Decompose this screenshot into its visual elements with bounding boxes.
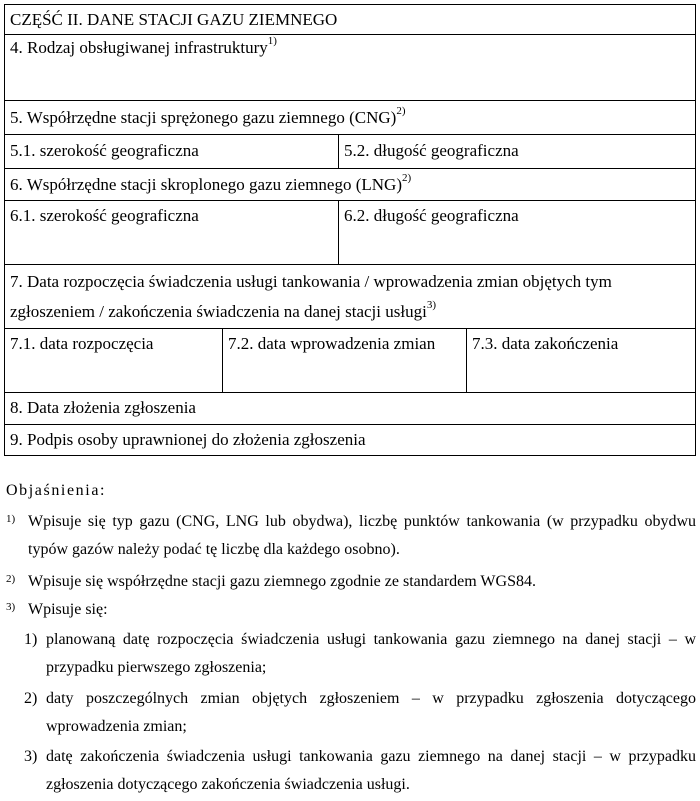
field-6-2-cell[interactable] bbox=[339, 201, 695, 264]
footnote-3-item-1-text: planowaną datę rozpoczęcia świadczenia usługi tankowania gazu ziemnego na danej stacji – w przypadku pierwszego zgłoszenia; bbox=[46, 631, 696, 676]
footnote-3-item-3-num: 3) bbox=[24, 748, 38, 765]
footnote-2-mark: 2) bbox=[6, 573, 16, 585]
footnote-3-mark: 3) bbox=[6, 601, 16, 613]
field-5-coords-row bbox=[4, 134, 696, 168]
footnote-1 bbox=[4, 508, 696, 564]
field-7-dates-row bbox=[4, 328, 696, 392]
field-7-1-label: 7.1. data rozpoczęcia bbox=[10, 334, 154, 353]
field-4-cell[interactable] bbox=[5, 35, 695, 100]
field-7-3-label: 7.3. data zakończenia bbox=[472, 334, 619, 353]
field-8-label: 8. Data złożenia zgłoszenia bbox=[10, 398, 196, 417]
footnote-3-item-1 bbox=[4, 626, 696, 682]
field-6-label: 6. Współrzędne stacji skroplonego gazu ziemnego (LNG) bbox=[10, 175, 402, 194]
field-6-1-cell[interactable] bbox=[5, 201, 339, 264]
field-8-row bbox=[4, 392, 696, 424]
footnote-2-text: Wpisuje się współrzędne stacji gazu ziemnego zgodnie ze standardem WGS84. bbox=[28, 573, 536, 590]
field-9-label: 9. Podpis osoby uprawnionej do złożenia zgłoszenia bbox=[10, 430, 366, 449]
field-5-2-label: 5.2. długość geograficzna bbox=[344, 141, 519, 160]
footnote-2 bbox=[4, 568, 696, 596]
field-7-label-line1: 7. Data rozpoczęcia świadczenia usługi tankowania / wprowadzenia zmian objętych tym bbox=[10, 272, 612, 291]
footnote-3-item-3-text: datę zakończenia świadczenia usługi tankowania gazu ziemnego na danej stacji – w przypadku zgłoszenia dotyczącego zakończenia świadczenia usługi. bbox=[46, 748, 696, 793]
field-7-3-cell[interactable] bbox=[467, 329, 695, 392]
field-4-label: 4. Rodzaj obsługiwanej infrastruktury bbox=[10, 38, 268, 57]
field-7-2-label: 7.2. data wprowadzenia zmian bbox=[228, 334, 436, 353]
field-5-cell bbox=[5, 101, 695, 134]
field-5-1-cell[interactable] bbox=[5, 135, 339, 168]
field-6-1-label: 6.1. szerokość geograficzna bbox=[10, 206, 199, 225]
section-title: CZĘŚĆ II. DANE STACJI GAZU ZIEMNEGO bbox=[10, 10, 338, 29]
footnote-3 bbox=[4, 596, 696, 624]
field-7-1-cell[interactable] bbox=[5, 329, 223, 392]
footnote-1-text: Wpisuje się typ gazu (CNG, LNG lub obydwa), liczbę punktów tankowania (w przypadku obydwu typów gazów należy podać tę liczbę dla każdego osobno). bbox=[28, 513, 696, 558]
field-6-cell bbox=[5, 169, 695, 200]
footnote-3-text: Wpisuje się: bbox=[28, 601, 108, 618]
field-7-cell bbox=[5, 265, 695, 328]
field-5-2-cell[interactable] bbox=[339, 135, 695, 168]
field-6-2-label: 6.2. długość geograficzna bbox=[344, 206, 519, 225]
field-4-row bbox=[4, 34, 696, 100]
field-7-2-cell[interactable] bbox=[223, 329, 467, 392]
footnote-3-item-1-num: 1) bbox=[24, 631, 38, 648]
footnote-3-item-2-text: daty poszczególnych zmian objętych zgłoszeniem – w przypadku zgłoszenia dotyczącego wprowadzenia zmian; bbox=[46, 690, 696, 735]
footnote-ref-1: 1) bbox=[267, 35, 277, 48]
field-5-1-label: 5.1. szerokość geograficzna bbox=[10, 141, 199, 160]
footnote-ref-2: 2) bbox=[396, 105, 406, 118]
field-7-label-line2: zgłoszeniem / zakończenia świadczenia na danej stacji usługi bbox=[10, 302, 427, 321]
footnote-1-mark: 1) bbox=[6, 513, 16, 525]
field-5-label: 5. Współrzędne stacji sprężonego gazu ziemnego (CNG) bbox=[10, 108, 397, 127]
footnote-3-item-3 bbox=[4, 743, 696, 799]
footnote-ref-2b: 2) bbox=[401, 172, 412, 185]
explanations-title: Objaśnienia: bbox=[6, 482, 107, 499]
field-7-row bbox=[4, 264, 696, 328]
field-9-row bbox=[4, 424, 696, 456]
section-title-row bbox=[4, 4, 696, 34]
footnote-3-item-2 bbox=[4, 685, 696, 741]
footnote-3-item-2-num: 2) bbox=[24, 690, 38, 707]
field-8-cell[interactable] bbox=[5, 393, 695, 424]
footnote-ref-3: 3) bbox=[426, 299, 436, 312]
field-6-row bbox=[4, 168, 696, 200]
field-6-coords-row bbox=[4, 200, 696, 264]
field-9-cell[interactable] bbox=[5, 425, 695, 455]
field-5-row bbox=[4, 100, 696, 134]
